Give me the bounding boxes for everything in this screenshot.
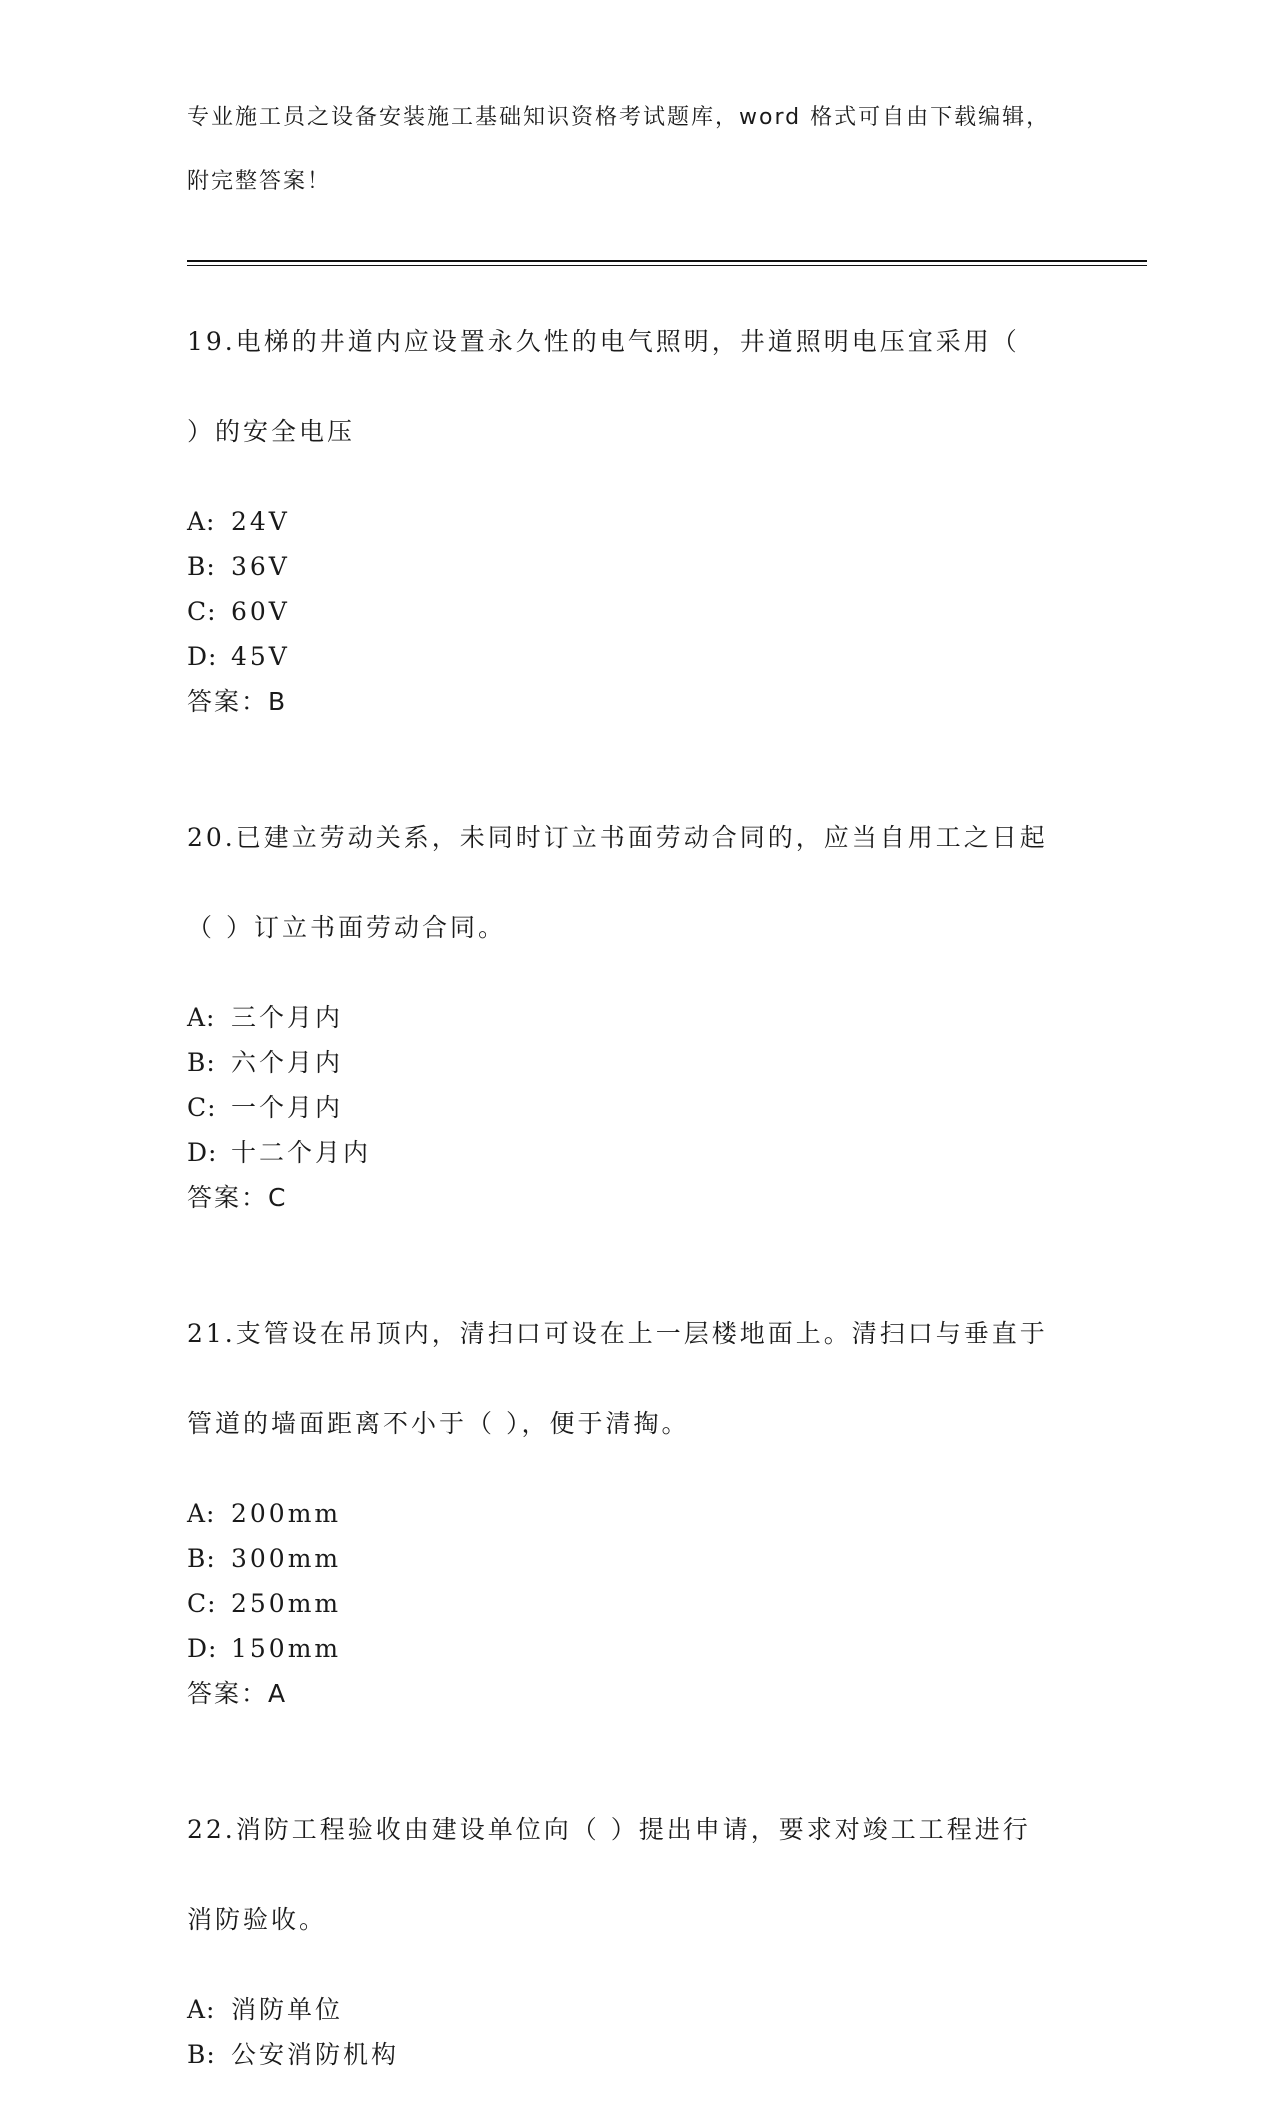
option-a: [187, 995, 1147, 1040]
option-b: [187, 1536, 1147, 1581]
option-a: [187, 1491, 1147, 1536]
option-text: 250mm: [231, 1589, 342, 1618]
question-text-line-1: 22.消防工程验收由建设单位向（ ）提出申请，要求对竣工工程进行: [187, 1815, 1031, 1844]
option-text: 六个月内: [231, 1048, 344, 1077]
option-text: 200mm: [231, 1499, 342, 1528]
option-text: 150mm: [231, 1634, 342, 1663]
option-letter: B:: [187, 1048, 216, 1077]
option-text: 公安消防机构: [231, 2040, 400, 2069]
option-text: 300mm: [231, 1544, 342, 1573]
question-text-line-2: 管道的墙面距离不小于（ ），便于清掏。: [187, 1409, 690, 1438]
option-letter: C:: [187, 1589, 217, 1618]
option-letter: B:: [187, 1544, 216, 1573]
answer-line: 答案：C: [187, 1183, 288, 1212]
header-divider-thin: [187, 265, 1147, 266]
option-a: [187, 1987, 1147, 2032]
document-header: [187, 70, 1147, 230]
question-19: [187, 274, 1147, 724]
option-b: [187, 1040, 1147, 1085]
option-letter: D:: [187, 1138, 218, 1167]
question-text-line-2: 消防验收。: [187, 1905, 328, 1934]
option-letter: A:: [187, 1499, 216, 1528]
option-text: 36V: [231, 552, 290, 581]
option-letter: A:: [187, 507, 216, 536]
question-22: [187, 1762, 1147, 2077]
option-letter: A:: [187, 1995, 216, 2024]
question-text-line-1: 19.电梯的井道内应设置永久性的电气照明，井道照明电压宜采用（: [187, 327, 1020, 356]
option-text: 一个月内: [231, 1093, 344, 1122]
option-b: [187, 2032, 1147, 2077]
header-line-1: 专业施工员之设备安装施工基础知识资格考试题库，word 格式可自由下载编辑，: [187, 105, 1051, 130]
option-letter: D:: [187, 642, 218, 671]
question-text: [187, 1762, 1067, 1987]
option-letter: C:: [187, 1093, 217, 1122]
question-text: [187, 1266, 1067, 1491]
option-letter: B:: [187, 552, 216, 581]
answer-line: 答案：A: [187, 1679, 288, 1708]
option-text: 60V: [231, 597, 290, 626]
question-list: [187, 274, 1147, 2077]
header-divider-thick: [187, 260, 1147, 262]
question-21: [187, 1266, 1147, 1716]
option-text: 45V: [231, 642, 290, 671]
option-d: [187, 634, 1147, 679]
question-text-line-2: ）的安全电压: [187, 417, 356, 446]
option-text: 三个月内: [231, 1003, 344, 1032]
document-page: [187, 70, 1147, 2123]
header-line-2: 附完整答案！: [187, 169, 332, 194]
option-d: [187, 1626, 1147, 1671]
question-text-line-1: 20.已建立劳动关系，未同时订立书面劳动合同的，应当自用工之日起: [187, 823, 1048, 852]
option-text: 24V: [231, 507, 290, 536]
option-a: [187, 499, 1147, 544]
option-text: 十二个月内: [231, 1138, 372, 1167]
option-letter: A:: [187, 1003, 216, 1032]
option-d: [187, 1130, 1147, 1175]
question-text: [187, 274, 1067, 499]
option-c: [187, 1581, 1147, 1626]
option-letter: B:: [187, 2040, 216, 2069]
option-text: 消防单位: [231, 1995, 344, 2024]
question-text: [187, 770, 1067, 995]
question-text-line-2: （ ）订立书面劳动合同。: [187, 913, 506, 942]
option-letter: D:: [187, 1634, 218, 1663]
option-b: [187, 544, 1147, 589]
answer-line: 答案：B: [187, 687, 288, 716]
question-20: [187, 770, 1147, 1220]
option-letter: C:: [187, 597, 217, 626]
option-c: [187, 589, 1147, 634]
question-text-line-1: 21.支管设在吊顶内，清扫口可设在上一层楼地面上。清扫口与垂直于: [187, 1319, 1048, 1348]
option-c: [187, 1085, 1147, 1130]
